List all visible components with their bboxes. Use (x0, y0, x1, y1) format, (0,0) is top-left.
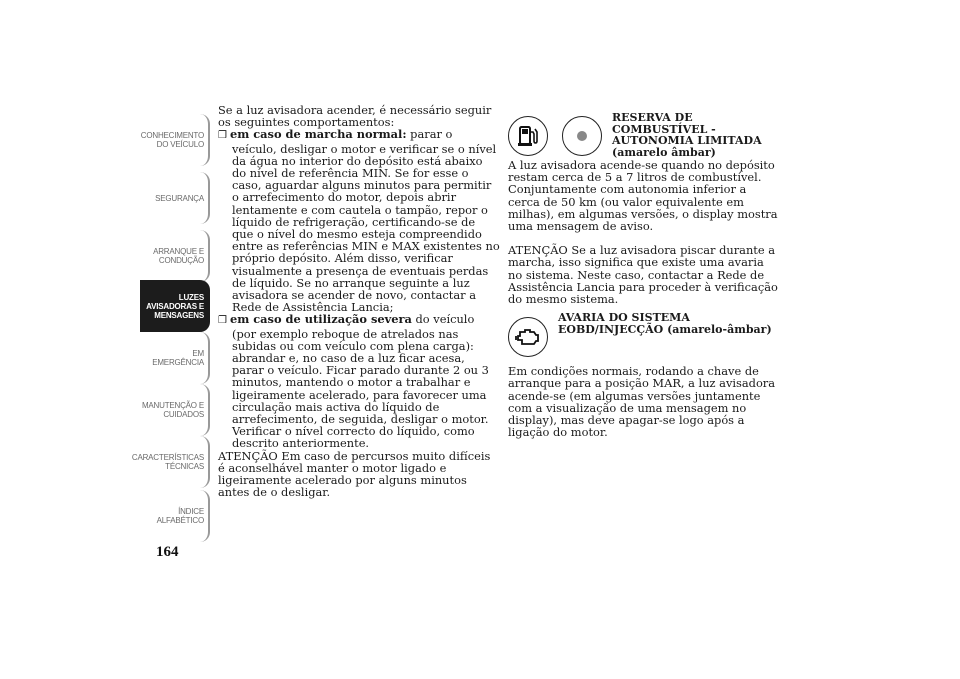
tab-caracteristicas-tecnicas[interactable] (131, 436, 210, 488)
fuel-text: A luz avisadora acende-se quando no depósito restam cerca de 5 a 7 litros de combustível. Conjuntamente com autonomia inferior a cerca de 50 km (ou valor equivalente em milhas), em algumas versões, o display mostra uma mensagem de aviso. (508, 158, 778, 234)
eobd-heading-color: (amarelo-âmbar) (667, 322, 772, 336)
tab-luzes-avisadoras[interactable] (140, 280, 210, 332)
tab-indice-alfabetico[interactable] (140, 490, 210, 542)
tab-manutencao-e-cuidados[interactable] (140, 384, 210, 436)
engine-check-icon (508, 317, 548, 357)
eobd-text: Em condições normais, rodando a chave de arranque para a posição MAR, a luz avisadora acende-se (em algumas versões juntamente com a visualização de uma mensagem no display), mas deve apagar-se logo após a ligação do motor. (508, 364, 776, 440)
tab-arranque-e-conducao[interactable] (140, 230, 210, 282)
tab-label: SEGURANÇA (155, 193, 204, 203)
list-item (218, 313, 500, 449)
fuel-warning: ATENÇÃO Se a luz avisadora piscar durante a marcha, isso significa que existe uma avaria no sistema. Neste caso, contactar a Rede de Assistência Lancia para proceder à verificação do mesmo sistema. (508, 243, 778, 307)
fuel-heading-color: (amarelo âmbar) (612, 145, 716, 159)
tab-label: MANUTENÇÃO E CUIDADOS (141, 401, 204, 419)
fuel-heading (612, 112, 772, 158)
tab-label: ÍNDICE ALFABÉTICO (156, 507, 204, 525)
tab-label: CONHECIMENTO DO VEÍCULO (140, 131, 204, 149)
tab-label: ARRANQUE E CONDUÇÃO (153, 247, 204, 265)
bullet-icon: ❒ (218, 315, 227, 327)
fuel-warning-light-icon (562, 116, 602, 156)
tab-seguranca[interactable] (140, 172, 210, 224)
left-column (218, 104, 500, 499)
list-item (218, 128, 500, 313)
bullet-icon: ❒ (218, 130, 227, 142)
item-text: do veículo (por exemplo reboque de atrelados nas subidas ou com veículo com plena carga): abrandar e, no caso de a luz ficar acesa, parar o veículo. Ficar parado durante 2 ou 3 minutos, mantendo o motor a trabalhar e ligeiramente acelerado, para favorecer uma circulação mais activa do líquido de arrefecimento, de seguida, desligar o motor. Verificar o nível correcto do líquido, como descrito anteriormente. (232, 312, 489, 451)
tab-label: EM EMERGÊNCIA (152, 349, 204, 367)
tab-label: LUZES AVISADORAS E MENSAGENS (146, 292, 204, 320)
page-number: 164 (156, 544, 179, 560)
fuel-pump-icon (508, 116, 548, 156)
fuel-heading-block (508, 111, 780, 159)
eobd-heading-block (508, 311, 780, 357)
fuel-heading-title: RESERVA DE COMBUSTÍVEL - AUTONOMIA LIMITADA (612, 111, 762, 147)
item-bold: em caso de marcha normal: (229, 127, 407, 142)
eobd-heading-title: AVARIA DO SISTEMA EOBD/INJECÇÃO (558, 311, 690, 336)
tab-conhecimento-do-veiculo[interactable] (140, 114, 210, 166)
warning-text: ATENÇÃO Em caso de percursos muito difíceis é aconselhável manter o motor ligado e ligeiramente acelerado por alguns minutos antes de o desligar. (218, 448, 491, 500)
item-bold: em caso de utilização severa (229, 312, 412, 327)
tab-em-emergencia[interactable] (140, 332, 210, 384)
eobd-heading (558, 312, 778, 335)
intro-text: Se a luz avisadora acender, é necessário seguir os seguintes comportamentos: (218, 103, 492, 130)
item-text: parar o veículo, desligar o motor e verificar se o nível da água no interior do depósito está abaixo do nível de referência MIN. Se for esse o caso, aguardar alguns minutos para permitir o arrefecimento do motor, depois abrir lentamente e com cautela o tampão, repor o líquido de refrigeração, certificando-se de que o nível do mesmo esteja compreendido entre as referências MIN e MAX existentes no próprio depósito. Além disso, verificar visualmente a presença de eventuais perdas de líquido. Se no arranque seguinte a luz avisadora se acender de novo, contactar a Rede de Assistência Lancia; (232, 127, 500, 315)
right-column (508, 111, 780, 440)
tab-label: CARACTERÍSTICAS TÉCNICAS (131, 453, 204, 471)
